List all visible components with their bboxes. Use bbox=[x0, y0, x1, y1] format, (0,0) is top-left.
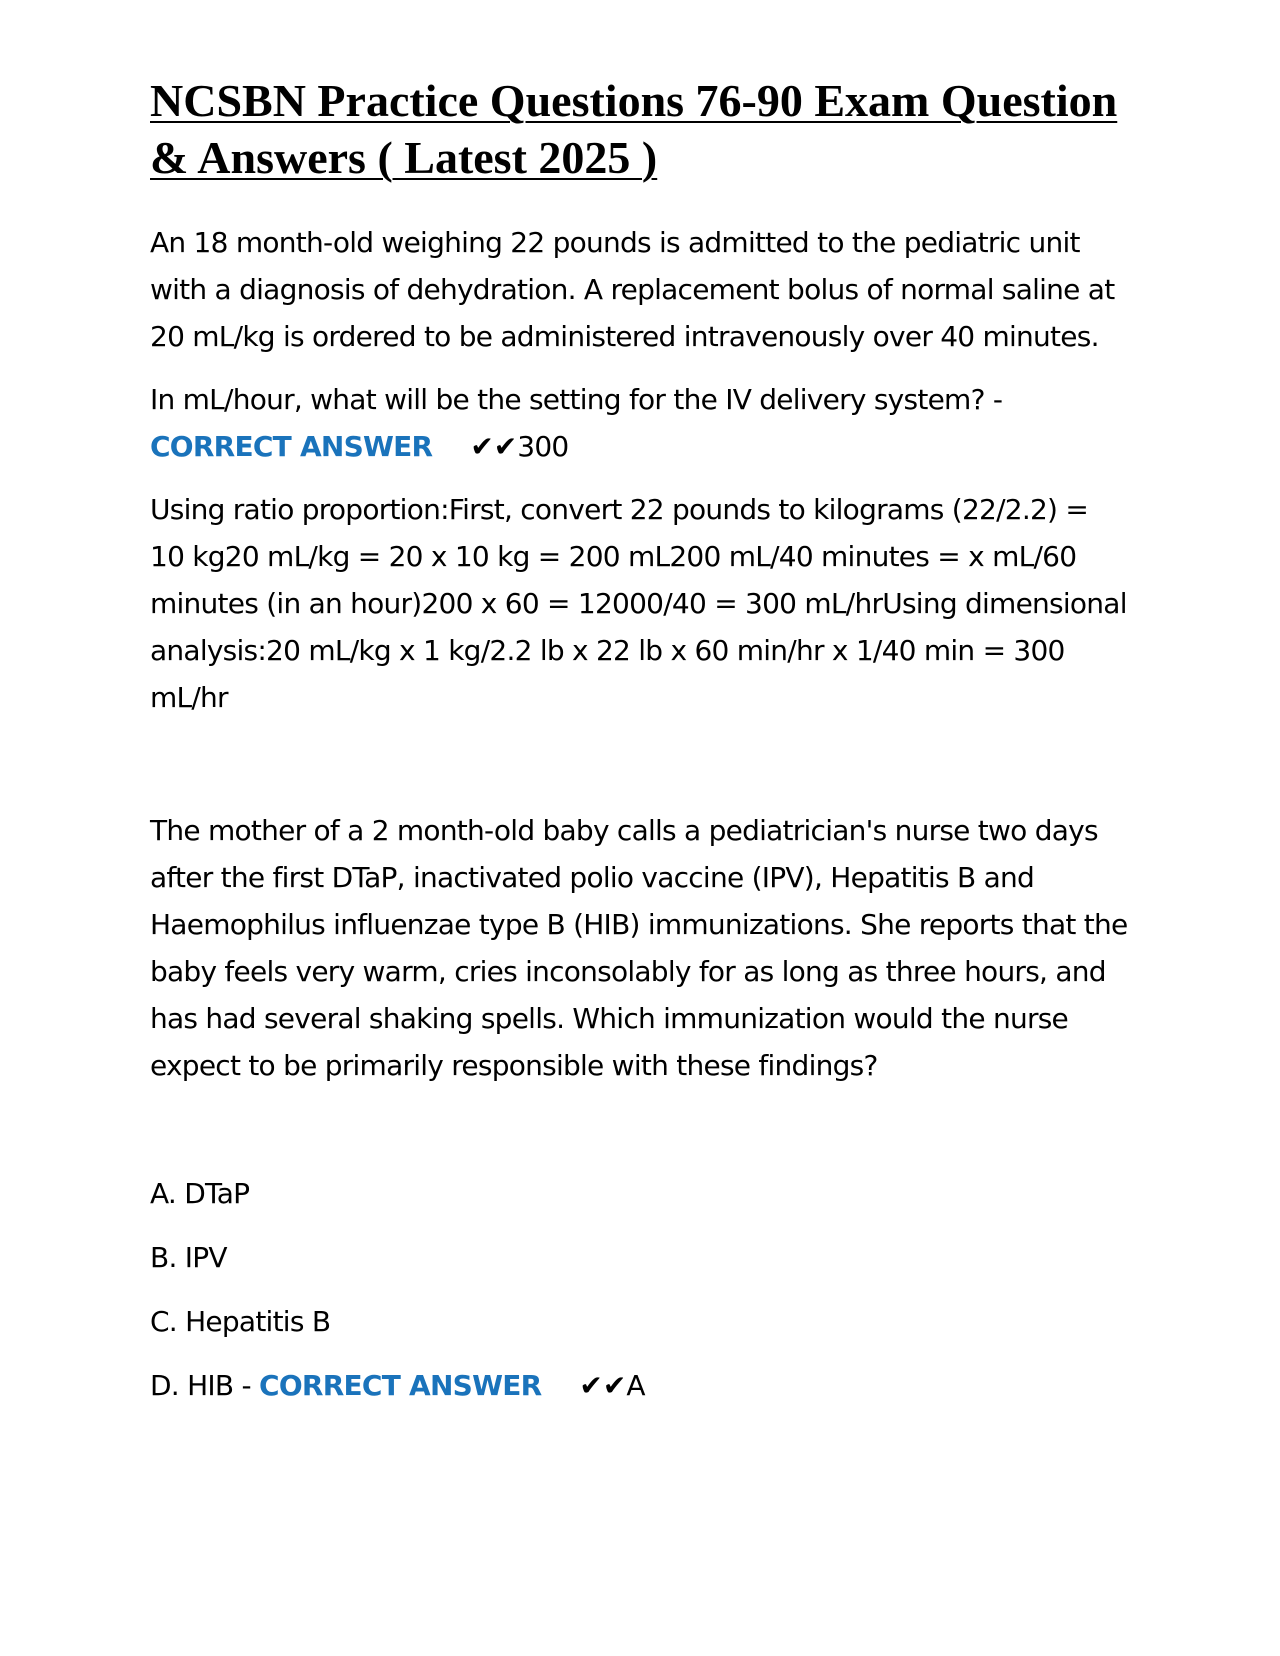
option-d-text: D. HIB - bbox=[150, 1369, 251, 1402]
question-2-answer: A bbox=[626, 1369, 645, 1402]
question-1-prompt bbox=[150, 376, 1130, 470]
checkmark-icon: ✔✔ bbox=[579, 1369, 627, 1402]
checkmark-icon: ✔✔ bbox=[470, 430, 518, 463]
page-title: NCSBN Practice Questions 76-90 Exam Question & Answers ( Latest 2025 ) bbox=[150, 75, 1118, 183]
correct-answer-label: CORRECT ANSWER bbox=[150, 430, 433, 463]
document-page bbox=[150, 72, 1130, 1409]
option-c: C. Hepatitis B bbox=[150, 1305, 331, 1338]
option-b: B. IPV bbox=[150, 1241, 227, 1274]
option-d bbox=[150, 1362, 1130, 1409]
question-1-stem: An 18 month-old weighing 22 pounds is admitted to the pediatric unit with a diagnosis of dehydration. A replacement bolus of normal saline at 20 mL/kg is ordered to be administered intravenously over 40 minutes. bbox=[150, 226, 1115, 353]
option-a: A. DTaP bbox=[150, 1177, 250, 1210]
correct-answer-label: CORRECT ANSWER bbox=[259, 1369, 542, 1402]
question-1-answer: 300 bbox=[517, 430, 569, 463]
question-1-explanation: Using ratio proportion:First, convert 22 pounds to kilograms (22/2.2) = 10 kg20 mL/kg = 20 x 10 kg = 200 mL200 mL/40 minutes = x mL/60 minutes (in an hour)200 x 60 = 12000/40 = 300 mL/hrUsing dimensional analysis:20 mL/kg x 1 kg/2.2 lb x 22 lb x 60 min/hr x 1/40 min = 300 mL/hr bbox=[150, 493, 1127, 714]
question-2-stem: The mother of a 2 month-old baby calls a pediatrician's nurse two days after the first DTaP, inactivated polio vaccine (IPV), Hepatitis B and Haemophilus influenzae type B (HIB) immunizations. She reports that the baby feels very warm, cries inconsolably for as long as three hours, and has had several shaking spells. Which immunization would the nurse expect to be primarily responsible with these findings? bbox=[150, 814, 1128, 1082]
question-1-prompt-text: In mL/hour, what will be the setting for the IV delivery system? - bbox=[150, 383, 1003, 416]
